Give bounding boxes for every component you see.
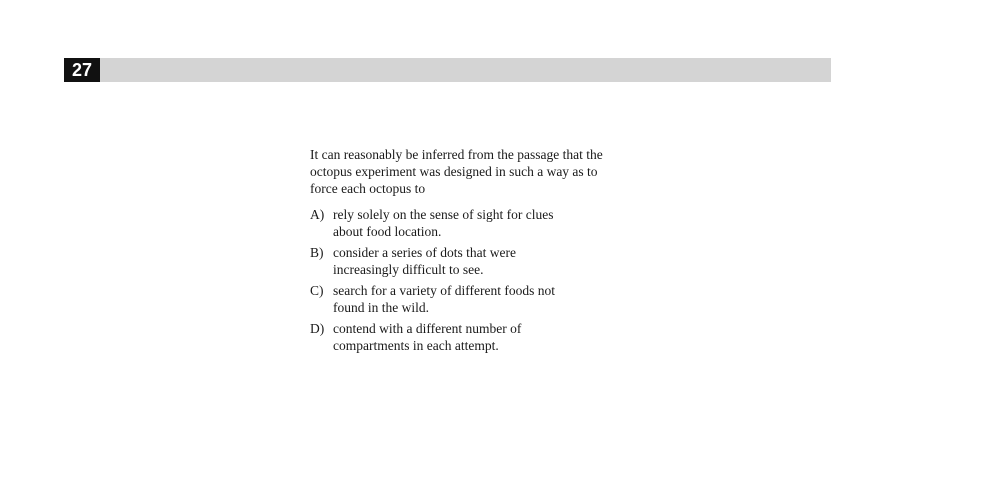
question-block	[310, 146, 610, 359]
answer-option-c[interactable]	[310, 283, 610, 316]
question-header-bar	[64, 58, 831, 82]
answer-option-b[interactable]	[310, 245, 610, 278]
answer-option-a[interactable]	[310, 207, 610, 240]
option-letter: B)	[310, 245, 324, 260]
option-letter: C)	[310, 283, 324, 298]
option-text: consider a series of dots that were increasingly difficult to see.	[333, 245, 516, 277]
option-letter: A)	[310, 207, 325, 222]
option-text: contend with a different number of compartments in each attempt.	[333, 321, 522, 353]
answer-option-d[interactable]	[310, 321, 610, 354]
question-number-badge: 27	[64, 58, 100, 82]
answer-options	[310, 207, 610, 354]
option-letter: D)	[310, 321, 325, 336]
question-stem: It can reasonably be inferred from the passage that the octopus experiment was designed in such a way as to force each octopus to	[310, 147, 603, 196]
option-text: rely solely on the sense of sight for clues about food location.	[333, 207, 554, 239]
option-text: search for a variety of different foods not found in the wild.	[333, 283, 556, 315]
